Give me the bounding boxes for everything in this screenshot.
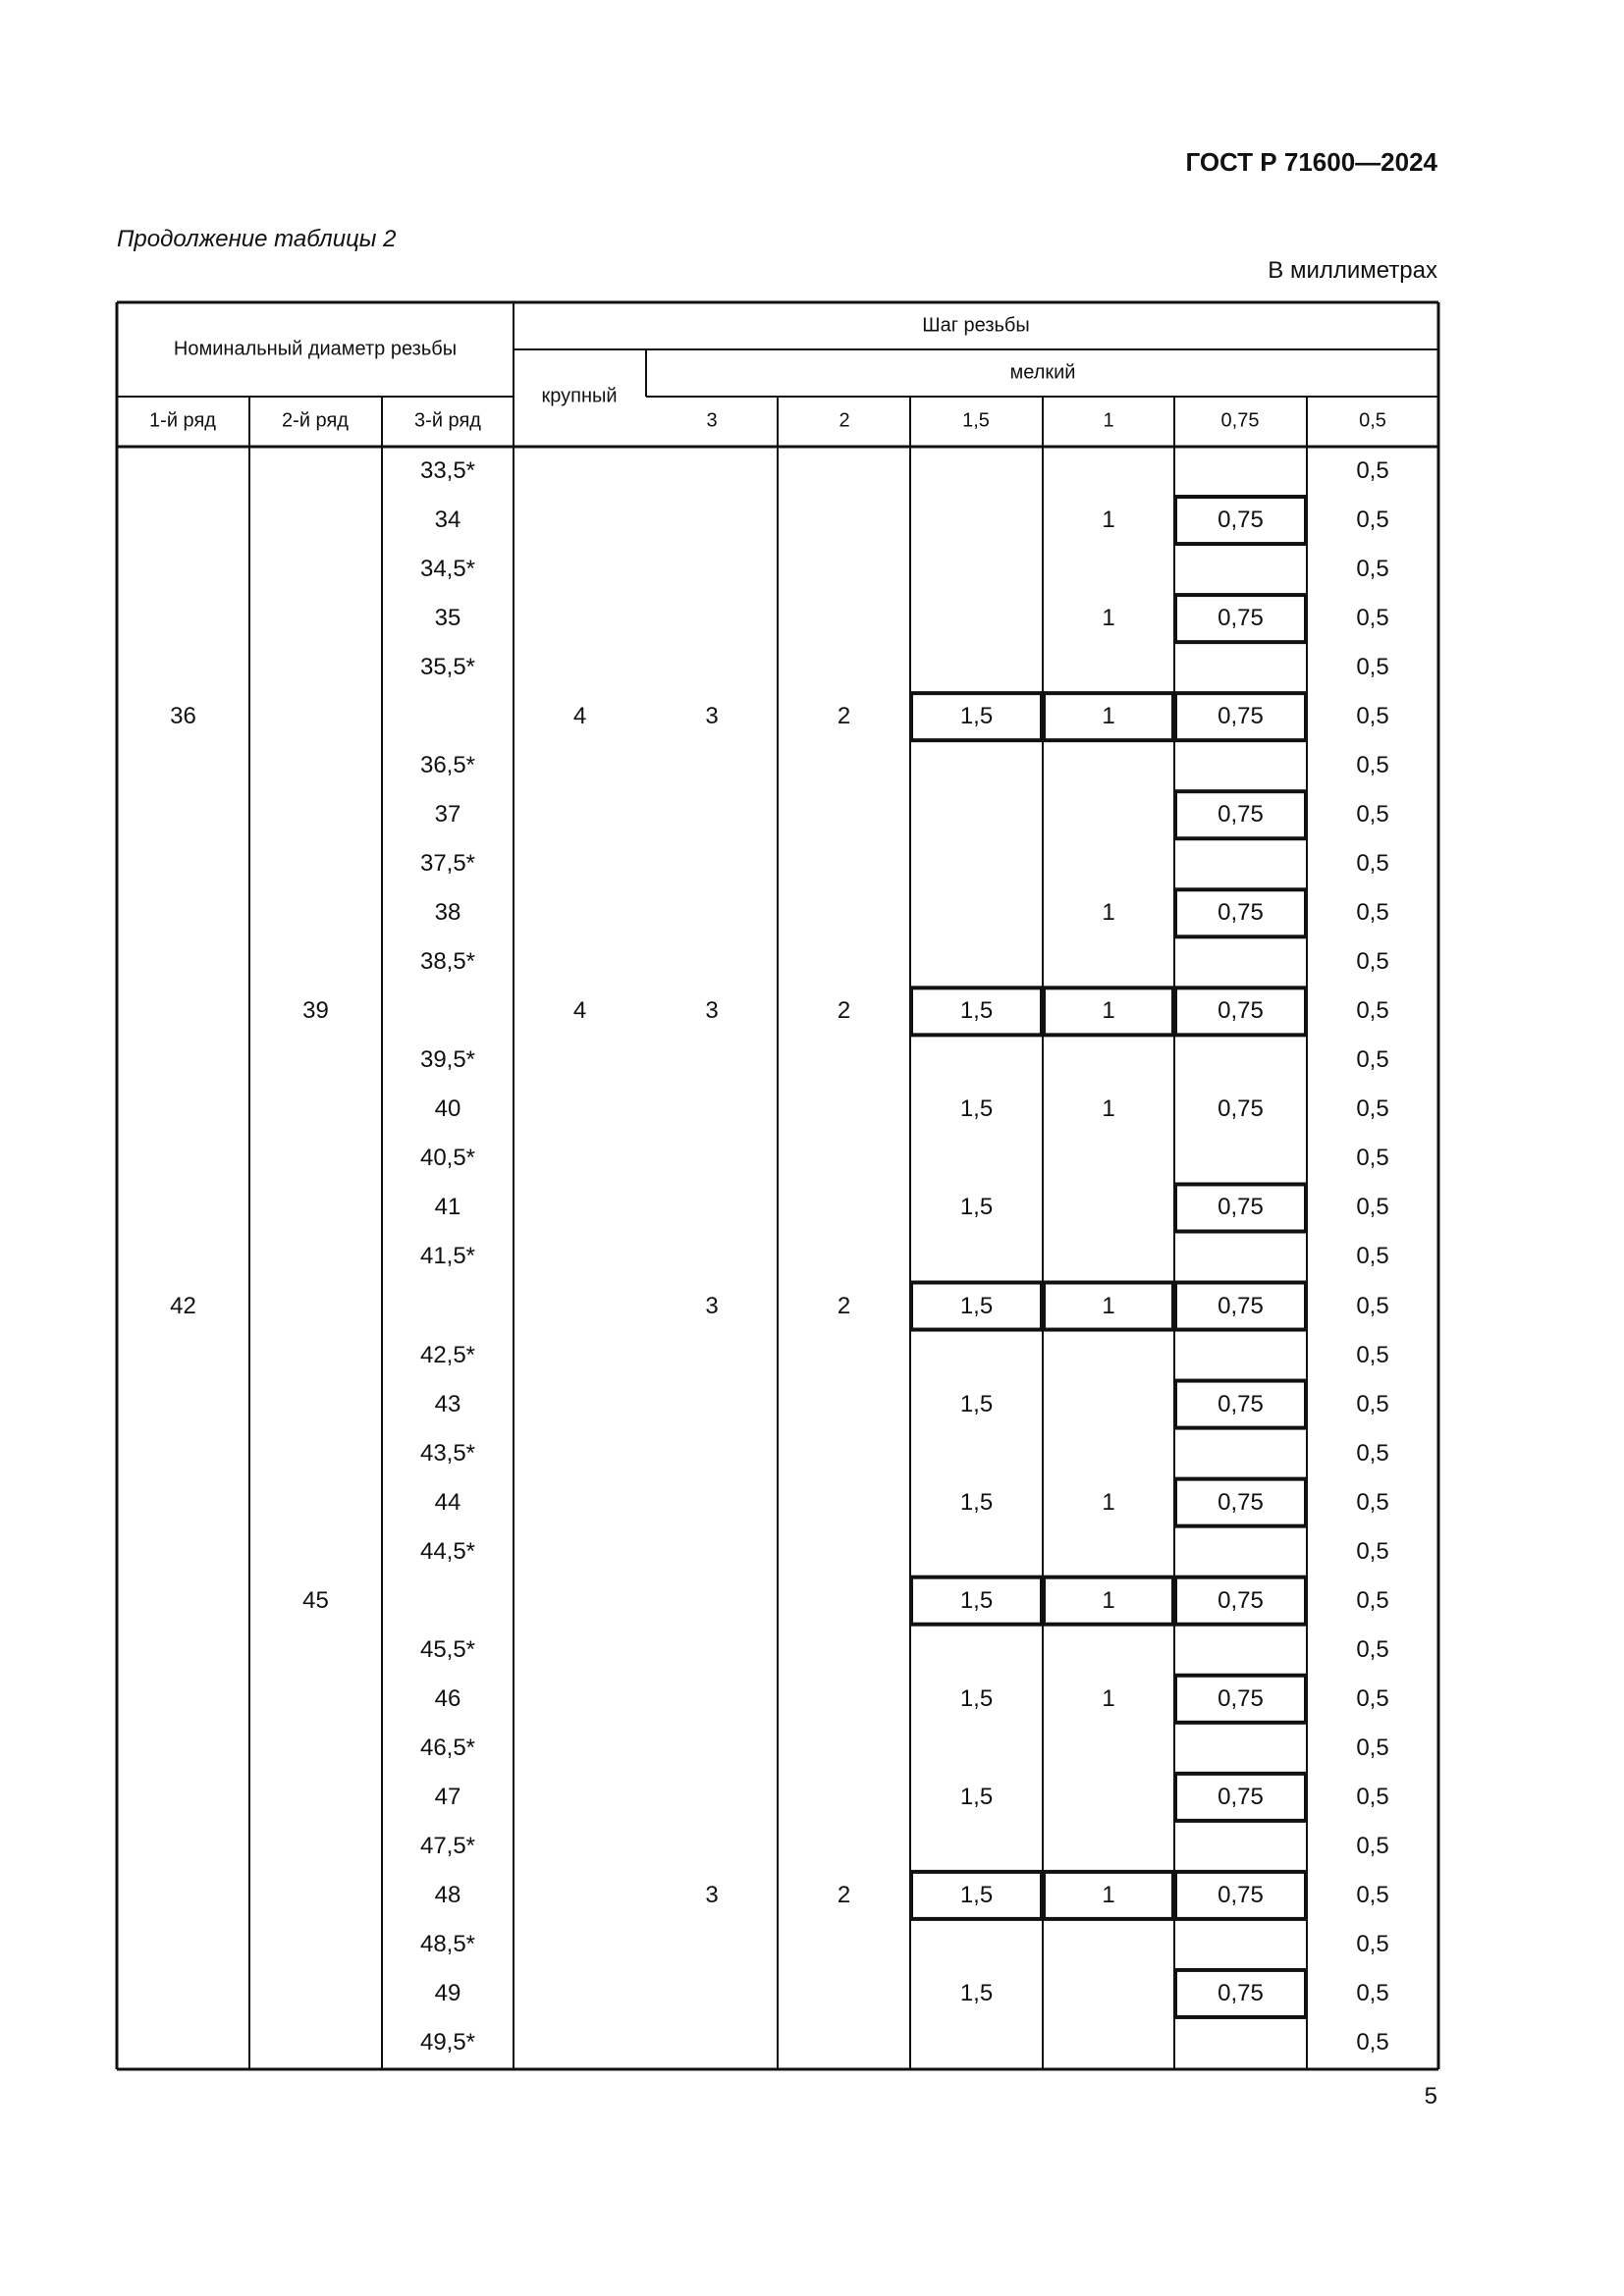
document-code: ГОСТ Р 71600—2024 xyxy=(1185,147,1437,177)
table-cell-p05: 0,5 xyxy=(1356,1734,1389,1761)
table-cell-p2: 2 xyxy=(837,703,851,730)
table-cell-p05: 0,5 xyxy=(1356,1439,1389,1467)
table-cell-p05: 0,5 xyxy=(1356,1783,1389,1810)
table-cell-p05: 0,5 xyxy=(1356,2028,1389,2056)
table-cell-p075: 0,75 xyxy=(1218,1095,1264,1123)
table-cell-r3: 34 xyxy=(434,507,461,534)
table-cell-p05: 0,5 xyxy=(1356,556,1389,583)
table-caption: Продолжение таблицы 2 xyxy=(117,226,397,252)
table-cell-p1: 1 xyxy=(1102,507,1115,534)
table-cell-p075: 0,75 xyxy=(1218,801,1264,828)
table-cell-r3: 48 xyxy=(434,1881,461,1908)
table-cell-p15: 1,5 xyxy=(959,1488,994,1516)
table-cell-coarse: 4 xyxy=(572,997,587,1025)
table-cell-r3: 39,5* xyxy=(419,1046,476,1074)
table-cell-coarse: 4 xyxy=(572,703,587,730)
table-cell-r3: 49 xyxy=(434,1979,461,2006)
table-cell-r3: 36,5* xyxy=(419,752,476,779)
table-cell-r1: 42 xyxy=(170,1292,196,1319)
table-cell-r3: 40,5* xyxy=(419,1145,476,1172)
table-cell-p075: 0,75 xyxy=(1218,1586,1264,1614)
table-cell-p075: 0,75 xyxy=(1218,1979,1264,2006)
header-fine-pitch-1-5: 1,5 xyxy=(962,409,990,432)
table-cell-r3: 33,5* xyxy=(419,457,476,484)
table-cell-p05: 0,5 xyxy=(1356,1341,1389,1368)
table-cell-r3: 44,5* xyxy=(419,1537,476,1565)
table-cell-r3: 38,5* xyxy=(419,948,476,976)
table-cell-p05: 0,5 xyxy=(1356,1488,1389,1516)
units-note: В миллиметрах xyxy=(1268,257,1437,284)
table-cell-p075: 0,75 xyxy=(1218,997,1264,1025)
table-cell-p05: 0,5 xyxy=(1356,752,1389,779)
table-cell-p05: 0,5 xyxy=(1356,801,1389,828)
table-cell-p05: 0,5 xyxy=(1356,1243,1389,1270)
table-cell-p05: 0,5 xyxy=(1356,1586,1389,1614)
table-cell-r3: 47,5* xyxy=(419,1832,476,1859)
header-fine-pitch-1: 1 xyxy=(1103,409,1114,432)
table-cell-p1: 1 xyxy=(1102,1586,1115,1614)
table-cell-p05: 0,5 xyxy=(1356,1684,1389,1712)
table-cell-r3: 44 xyxy=(434,1488,461,1516)
header-nominal-diameter: Номинальный диаметр резьбы xyxy=(173,338,458,360)
table-cell-p15: 1,5 xyxy=(959,1292,994,1319)
table-cell-p15: 1,5 xyxy=(959,1586,994,1614)
table-cell-p2: 2 xyxy=(837,1881,851,1908)
table-cell-p1: 1 xyxy=(1102,1684,1115,1712)
table-cell-p05: 0,5 xyxy=(1356,1292,1389,1319)
table-cell-p3: 3 xyxy=(705,1881,719,1908)
table-cell-p1: 1 xyxy=(1102,1488,1115,1516)
table-cell-r3: 45,5* xyxy=(419,1635,476,1663)
table-cell-p1: 1 xyxy=(1102,1292,1115,1319)
table-cell-r3: 35 xyxy=(434,605,461,632)
table-cell-p05: 0,5 xyxy=(1356,1635,1389,1663)
table-cell-p075: 0,75 xyxy=(1218,1881,1264,1908)
table-cell-p1: 1 xyxy=(1102,1095,1115,1123)
table-cell-r3: 46,5* xyxy=(419,1734,476,1761)
table-cell-r3: 35,5* xyxy=(419,654,476,681)
table-cell-p075: 0,75 xyxy=(1218,1684,1264,1712)
header-thread-pitch: Шаг резьбы xyxy=(922,314,1030,337)
table-cell-p05: 0,5 xyxy=(1356,1390,1389,1417)
table-cell-p2: 2 xyxy=(837,997,851,1025)
table-cell-r3: 37,5* xyxy=(419,850,476,878)
table-cell-p05: 0,5 xyxy=(1356,997,1389,1025)
table-cell-p1: 1 xyxy=(1102,605,1115,632)
table-cell-p05: 0,5 xyxy=(1356,1930,1389,1957)
table-cell-p05: 0,5 xyxy=(1356,605,1389,632)
table-cell-p075: 0,75 xyxy=(1218,1488,1264,1516)
table-cell-p05: 0,5 xyxy=(1356,948,1389,976)
table-cell-p075: 0,75 xyxy=(1218,703,1264,730)
table-cell-p05: 0,5 xyxy=(1356,1145,1389,1172)
table-cell-p1: 1 xyxy=(1102,1881,1115,1908)
table-cell-p075: 0,75 xyxy=(1218,899,1264,927)
header-row-1: 1-й ряд xyxy=(149,409,216,432)
table-cell-p05: 0,5 xyxy=(1356,1881,1389,1908)
table-cell-p1: 1 xyxy=(1102,899,1115,927)
table-cell-p3: 3 xyxy=(705,997,719,1025)
table-cell-r3: 43,5* xyxy=(419,1439,476,1467)
header-fine-pitch-2: 2 xyxy=(839,409,850,432)
table-cell-r3: 48,5* xyxy=(419,1930,476,1957)
header-fine-pitch-0-75: 0,75 xyxy=(1220,409,1260,432)
table-cell-p05: 0,5 xyxy=(1356,1979,1389,2006)
header-row-3: 3-й ряд xyxy=(414,409,481,432)
table-cell-p075: 0,75 xyxy=(1218,1783,1264,1810)
table-cell-p05: 0,5 xyxy=(1356,654,1389,681)
table-cell-r3: 41,5* xyxy=(419,1243,476,1270)
table-cell-p05: 0,5 xyxy=(1356,1046,1389,1074)
header-coarse: крупный xyxy=(541,385,618,407)
table-cell-p15: 1,5 xyxy=(959,997,994,1025)
table-cell-p3: 3 xyxy=(705,1292,719,1319)
table-cell-r1: 36 xyxy=(170,703,196,730)
table-cell-p15: 1,5 xyxy=(959,1390,994,1417)
header-fine-pitch-0-5: 0,5 xyxy=(1359,409,1386,432)
table-cell-p05: 0,5 xyxy=(1356,457,1389,484)
header-fine-pitch-3: 3 xyxy=(706,409,718,432)
table-cell-p1: 1 xyxy=(1102,703,1115,730)
table-cell-p2: 2 xyxy=(837,1292,851,1319)
table-cell-p05: 0,5 xyxy=(1356,1194,1389,1221)
table-cell-r3: 46 xyxy=(434,1684,461,1712)
table-cell-p15: 1,5 xyxy=(959,1783,994,1810)
table-cell-r3: 41 xyxy=(434,1194,461,1221)
table-cell-r3: 42,5* xyxy=(419,1341,476,1368)
table-cell-p05: 0,5 xyxy=(1356,1095,1389,1123)
table-cell-r2: 45 xyxy=(302,1586,329,1614)
table-cell-p15: 1,5 xyxy=(959,1684,994,1712)
table-cell-p3: 3 xyxy=(705,703,719,730)
table-cell-r3: 40 xyxy=(434,1095,461,1123)
table-cell-p05: 0,5 xyxy=(1356,1832,1389,1859)
table-cell-p05: 0,5 xyxy=(1356,703,1389,730)
table-cell-p05: 0,5 xyxy=(1356,1537,1389,1565)
table-cell-p15: 1,5 xyxy=(959,703,994,730)
table-cell-p15: 1,5 xyxy=(959,1979,994,2006)
table-cell-r3: 37 xyxy=(434,801,461,828)
table-cell-p15: 1,5 xyxy=(959,1194,994,1221)
header-row-2: 2-й ряд xyxy=(282,409,349,432)
table-cell-p05: 0,5 xyxy=(1356,850,1389,878)
table-cell-p075: 0,75 xyxy=(1218,1194,1264,1221)
table-cell-r3: 38 xyxy=(434,899,461,927)
page-number: 5 xyxy=(1424,2083,1437,2109)
table-cell-p075: 0,75 xyxy=(1218,1292,1264,1319)
table-cell-r3: 47 xyxy=(434,1783,461,1810)
table-cell-p05: 0,5 xyxy=(1356,899,1389,927)
table-cell-p1: 1 xyxy=(1102,997,1115,1025)
table-cell-r3: 34,5* xyxy=(419,556,476,583)
table-cell-r3: 43 xyxy=(434,1390,461,1417)
table-cell-p075: 0,75 xyxy=(1218,605,1264,632)
table-cell-p05: 0,5 xyxy=(1356,507,1389,534)
thread-pitch-table xyxy=(117,302,1438,2069)
header-fine: мелкий xyxy=(1009,361,1076,384)
table-cell-p15: 1,5 xyxy=(959,1095,994,1123)
table-cell-p075: 0,75 xyxy=(1218,1390,1264,1417)
table-cell-p075: 0,75 xyxy=(1218,507,1264,534)
table-cell-r2: 39 xyxy=(302,997,329,1025)
table-cell-p15: 1,5 xyxy=(959,1881,994,1908)
table-cell-r3: 49,5* xyxy=(419,2028,476,2056)
